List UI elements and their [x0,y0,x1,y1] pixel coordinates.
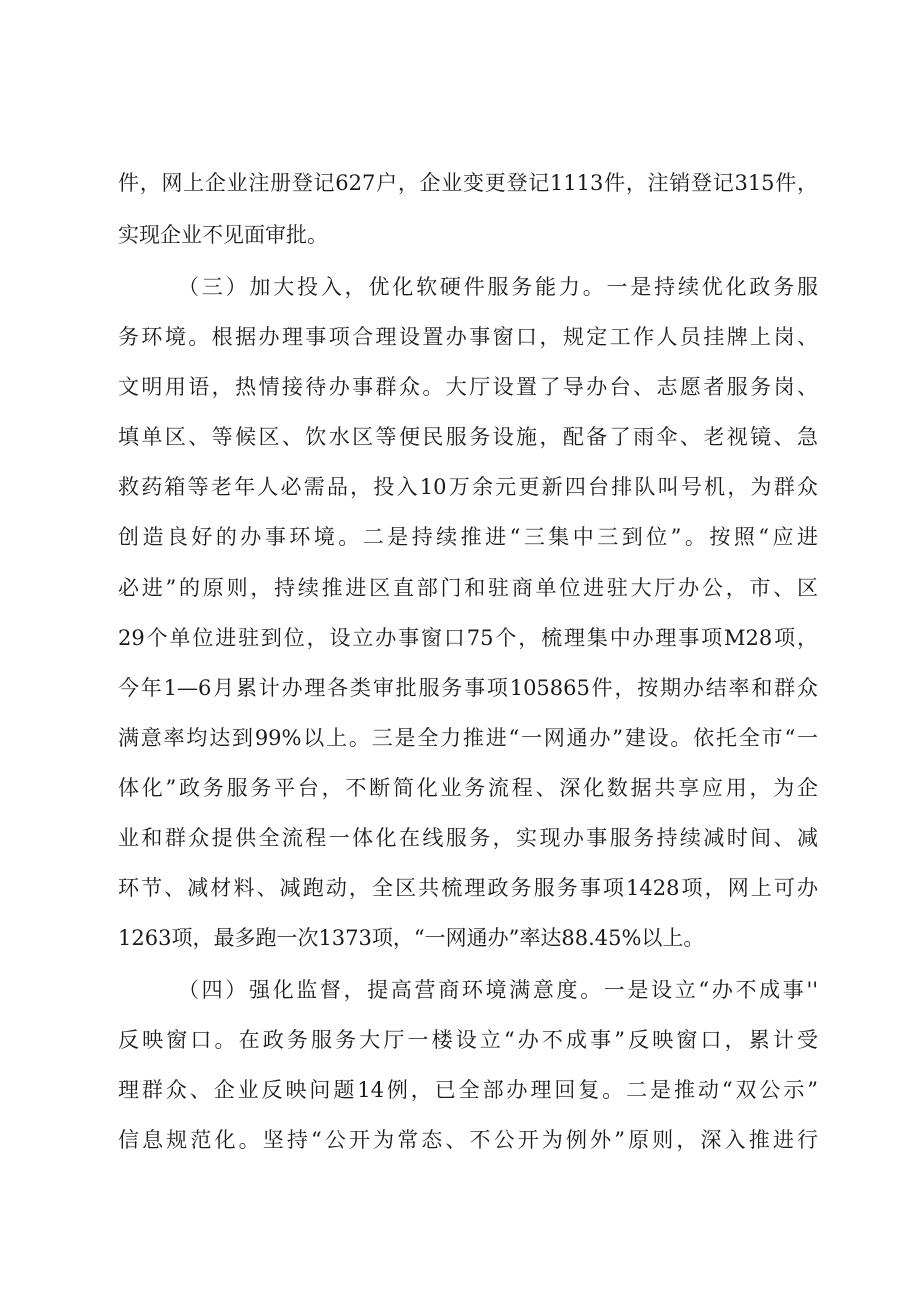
text-line-4: 务环境。根据办理事项合理设置办事窗口，规定工作人员挂牌上岗、 [118,325,818,349]
text-line-12: 满意率均达到99%以上。三是全力推进“一网通办”建设。依托全市“一 [118,726,818,750]
paragraph-4-heading-line: （四）强化监督，提高营商环境满意度。一是设立“办不成事'' [178,978,818,1002]
text-line-16: 1263项，最多跑一次1373项，“一网通办”率达88.45%以上。 [118,926,705,950]
text-line-9: 必进”的原则，持续推进区直部门和驻商单位进驻大厅办公，市、区 [118,576,818,600]
text-line-15: 环节、减材料、减跑动，全区共梳理政务服务事项1428项，网上可办 [118,876,818,900]
text-line-6: 填单区、等候区、饮水区等便民服务设施，配备了雨伞、老视镜、急 [118,425,818,449]
text-line-1: 件，网上企业注册登记627户，企业变更登记1113件，注销登记315件， [118,171,818,195]
text-line-19: 理群众、企业反映问题14例，已全部办理回复。二是推动“双公示” [118,1078,818,1102]
text-line-18: 反映窗口。在政务服务大厅一楼设立“办不成事”反映窗口，累计受 [118,1028,818,1052]
text-line-14: 业和群众提供全流程一体化在线服务，实现办事服务持续减时间、减 [118,826,818,850]
text-line-11: 今年1—6月累计办理各类审批服务事项105865件，按期办结率和群众 [118,676,818,700]
text-line-7: 救药箱等老年人必需品，投入10万余元更新四台排队叫号机，为群众 [118,475,818,499]
text-line-10: 29个单位进驻到位，设立办事窗口75个，梳理集中办理事项M28项， [118,626,818,650]
text-line-8: 创造良好的办事环境。二是持续推进“三集中三到位”。按照“应进 [118,525,818,549]
text-line-13: 体化”政务服务平台，不断简化业务流程、深化数据共享应用，为企 [118,776,818,800]
text-line-5: 文明用语，热情接待办事群众。大厅设置了导办台、志愿者服务岗、 [118,375,818,399]
text-line-20: 信息规范化。坚持“公开为常态、不公开为例外”原则，深入推进行 [118,1128,818,1152]
paragraph-3-heading-line: （三）加大投入，优化软硬件服务能力。一是持续优化政务服 [178,275,818,299]
text-line-2: 实现企业不见面审批。 [118,223,328,247]
